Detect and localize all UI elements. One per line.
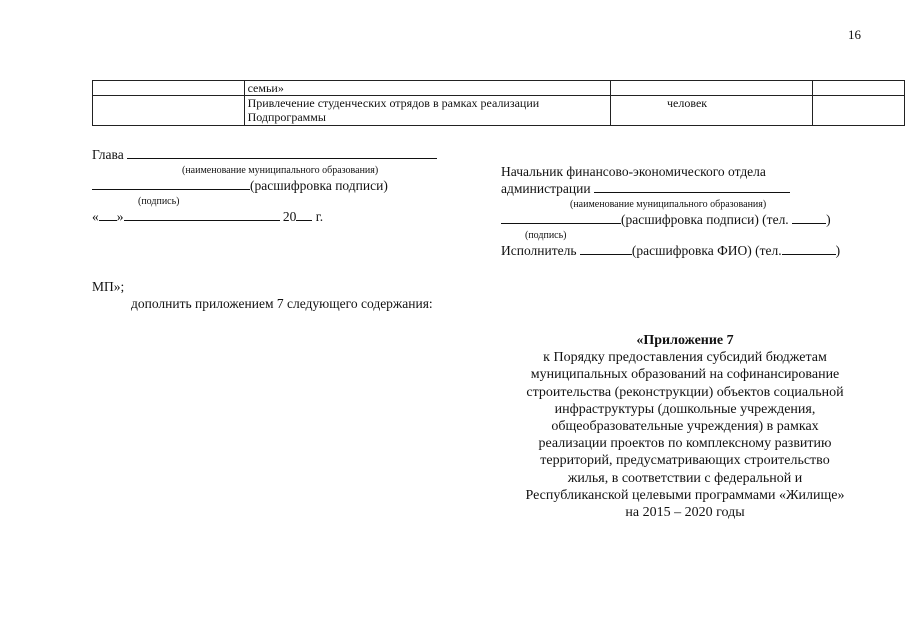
appendix-header xyxy=(505,332,865,521)
blank-line xyxy=(127,147,437,159)
head-signature-line xyxy=(92,147,437,163)
date-line: « » 20 г. xyxy=(92,209,324,224)
table-cell xyxy=(93,81,245,96)
blank-line xyxy=(99,209,117,221)
table-row xyxy=(93,96,905,126)
right-title-line1: Начальник финансово-экономического отдела xyxy=(501,164,766,179)
blank-line xyxy=(580,243,632,255)
right-decode-signature-line: (расшифровка подписи) (тел. ) xyxy=(501,212,831,228)
table-row xyxy=(93,81,905,96)
appendix-line: общеобразовательные учреждения) в рамках xyxy=(551,419,819,435)
appendix-line: Республиканской целевыми программами «Жилище» xyxy=(525,487,845,503)
appendix-line: территорий, предусматривающих строительство xyxy=(540,453,830,469)
municipality-note: (наименование муниципального образования) xyxy=(182,165,379,176)
decode-signature-label: (расшифровка подписи) xyxy=(250,178,388,193)
appendix-line: муниципальных образований на софинансирование xyxy=(530,367,840,383)
table-cell: семьи» xyxy=(244,81,610,96)
blank-line xyxy=(92,178,250,190)
table-cell-line: Подпрограммы xyxy=(247,110,326,124)
executor-line: Исполнитель (расшифровка ФИО) (тел. ) xyxy=(501,243,841,258)
appendix-line: реализации проектов по комплексному развитию xyxy=(538,436,832,452)
blank-line xyxy=(501,212,621,224)
table-cell xyxy=(611,81,813,96)
signature-note: (подпись) xyxy=(138,196,180,207)
appendix-line: на 2015 – 2020 годы xyxy=(625,505,745,521)
appendix-line: жилья, в соответствии с федеральной и xyxy=(567,470,803,486)
table-cell xyxy=(244,96,610,126)
blank-line xyxy=(594,181,790,193)
table-cell xyxy=(813,96,905,126)
appendix-line: строительства (реконструкции) объектов социальной xyxy=(526,384,844,400)
right-signature-note: (подпись) xyxy=(525,230,567,241)
table-cell xyxy=(813,81,905,96)
right-municipality-note: (наименование муниципального образования) xyxy=(570,199,767,210)
add-appendix-line: дополнить приложением 7 следующего содержания: xyxy=(131,296,433,311)
table-cell-line: Привлечение студенческих отрядов в рамках реализации xyxy=(247,96,540,110)
appendix-line: к Порядку предоставления субсидий бюджетам xyxy=(543,350,827,366)
indicators-table xyxy=(92,80,905,126)
appendix-title: «Приложение 7 xyxy=(636,333,734,348)
table-cell xyxy=(93,96,245,126)
appendix-line: инфраструктуры (дошкольные учреждения, xyxy=(554,401,816,417)
right-title-line2: администрации xyxy=(501,181,790,197)
table-cell: человек xyxy=(611,96,813,126)
blank-line xyxy=(296,209,312,221)
mp-line: МП»; xyxy=(92,279,125,294)
head-label: Глава xyxy=(92,147,124,162)
blank-line xyxy=(782,243,836,255)
page-number: 16 xyxy=(848,27,861,42)
blank-line xyxy=(792,212,826,224)
decode-signature-line xyxy=(92,178,388,194)
blank-line xyxy=(124,209,280,221)
